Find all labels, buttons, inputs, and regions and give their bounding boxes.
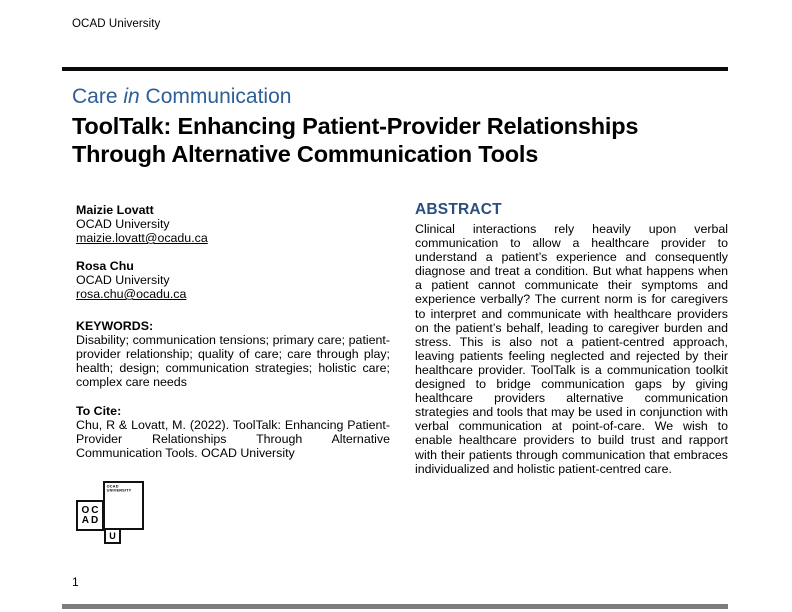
logo-u-square (104, 528, 121, 544)
journal-title-post: Communication (139, 85, 292, 108)
ocad-university-logo (76, 478, 148, 546)
paper-title-line2: Through Alternative Communication Tools (72, 141, 539, 167)
abstract-text: Clinical interactions rely heavily upon verbal communication to allow a healthcare provider to understand a patient’s experience and consequently diagnose and treat a condition. But what happens when a patient cannot communicate their symptoms and experience verbally? The current norm is for caregivers to interpret and communicate with healthcare providers on the patient’s behalf, leading to caregiver burden and stress. This is also not a patient-centred approach, leaving patients feeling neglected and rejected by their healthcare provider. ToolTalk is a communication toolkit designed to bridge communication gaps by giving healthcare providers alternative communication strategies and tools that may be used in conjunction with verbal communication at point-of-care. We wish to enable healthcare providers to build trust and rapport with their patients through communication that embraces individualized and holistic patient-centred care. (415, 222, 728, 476)
logo-ocad-line1: OC (81, 504, 101, 516)
author-block-2 (76, 259, 390, 301)
author-name: Rosa Chu (76, 259, 134, 273)
keywords-text: Disability; communication tensions; primary care; patient-provider relationship; quality of care; care through play; health; design; communication strategies; holistic care; complex care needs (76, 333, 390, 389)
abstract-column (415, 201, 728, 476)
author-block-1 (76, 203, 390, 245)
logo-ocad-square (76, 500, 104, 531)
header-rule (62, 67, 728, 71)
citation-text: Chu, R & Lovatt, M. (2022). ToolTalk: Enhancing Patient-Provider Relationships Through Alternative Communication Tools. OCAD University (76, 418, 390, 460)
logo-wordmark-line1: OCAD (106, 484, 119, 489)
running-header: OCAD University (72, 18, 161, 30)
journal-title-italic: in (123, 85, 140, 108)
logo-ocad-line2: AD (81, 514, 101, 526)
author-name: Maizie Lovatt (76, 203, 154, 217)
author-affiliation: OCAD University (76, 273, 170, 287)
keywords-section (76, 319, 390, 389)
journal-title (72, 85, 732, 109)
author-email-link[interactable]: rosa.chu@ocadu.ca (76, 287, 187, 301)
paper-title-line1: ToolTalk: Enhancing Patient-Provider Relationships (72, 113, 639, 139)
logo-wordmark-line2: UNIVERSITY (106, 488, 132, 493)
journal-title-pre: Care (72, 85, 124, 108)
paper-title (72, 112, 732, 168)
abstract-heading: ABSTRACT (415, 201, 502, 218)
title-block (72, 85, 732, 168)
citation-heading: To Cite: (76, 404, 122, 418)
logo-big-square (103, 481, 144, 530)
citation-section (76, 404, 390, 460)
logo-wordmark (105, 483, 143, 492)
footer-rule (62, 604, 728, 609)
author-affiliation: OCAD University (76, 217, 170, 231)
author-email (76, 231, 390, 245)
page-number: 1 (72, 575, 79, 589)
keywords-heading: KEYWORDS: (76, 319, 154, 333)
logo-u-letter: U (109, 530, 116, 541)
author-email (76, 287, 390, 301)
author-email-link[interactable]: maizie.lovatt@ocadu.ca (76, 231, 208, 245)
left-column (76, 203, 390, 546)
